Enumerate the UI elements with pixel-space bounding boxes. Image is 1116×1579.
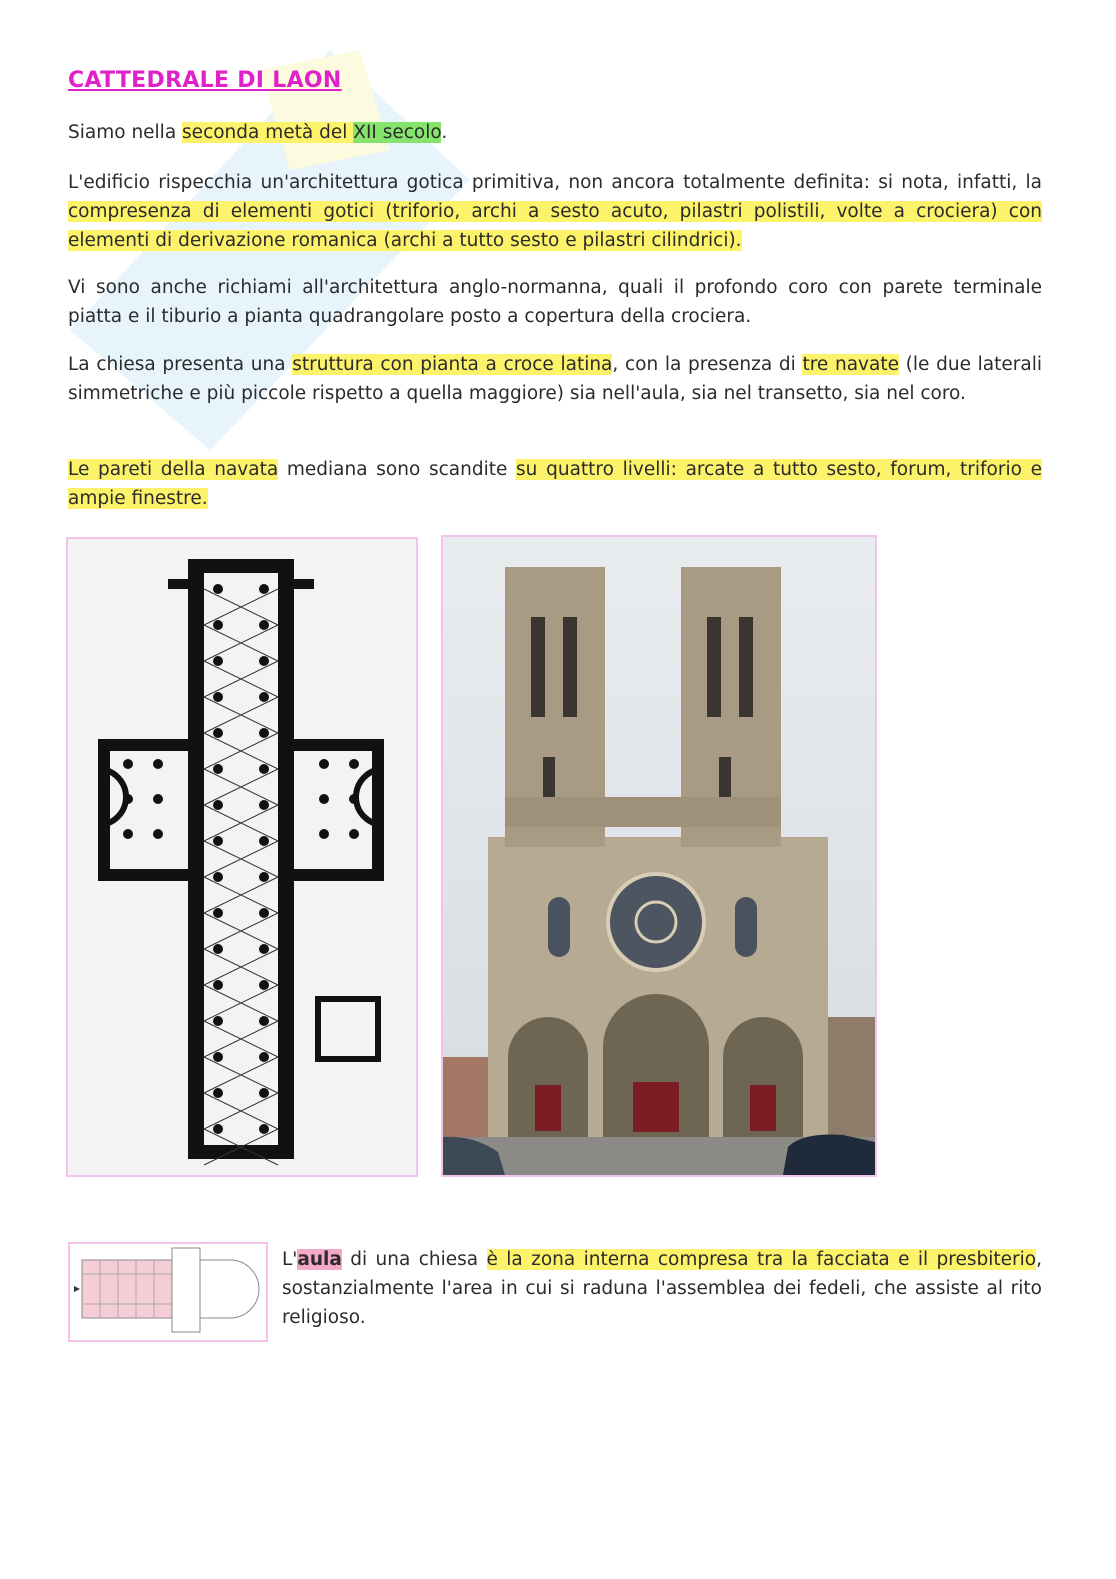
paragraph-walls: Le pareti della navata mediana sono scandite su quattro livelli: arcate a tutto sesto, forum, triforio e ampie finestre. (68, 459, 1043, 509)
floor-plan-image (66, 537, 418, 1177)
aula-diagram (68, 1242, 268, 1342)
page-title: CATTEDRALE DI LAON (68, 68, 342, 93)
cathedral-facade-photo (441, 535, 877, 1177)
paragraph-anglo-norman: Vi sono anche richiami all'architettura anglo-normanna, quali il profondo coro con parete terminale piatta e il tiburio a pianta quadrangolare posto a copertura della crociera. (68, 277, 1042, 327)
paragraph-period: Siamo nella seconda metà del XII secolo. (68, 122, 448, 143)
paragraph-architecture: L'edificio rispecchia un'architettura gotica primitiva, non ancora totalmente definita: si nota, infatti, la compresenza di elementi gotici (triforio, archi a sesto acuto, pilastri polistili, volte a crociera) con elementi di derivazione romanica (archi a tutto sesto e pilastri cilindrici). (68, 172, 1042, 251)
paragraph-plan: La chiesa presenta una struttura con pianta a croce latina, con la presenza di tre navate (le due laterali simmetriche e più piccole rispetto a quella maggiore) sia nell'aula, sia nel transetto, sia nel coro. (68, 354, 1042, 404)
paragraph-aula: L'aula di una chiesa è la zona interna compresa tra la facciata e il presbiterio, sostanzialmente l'area in cui si raduna l'assemblea dei fedeli, che assiste al rito religioso. (282, 1249, 1042, 1328)
